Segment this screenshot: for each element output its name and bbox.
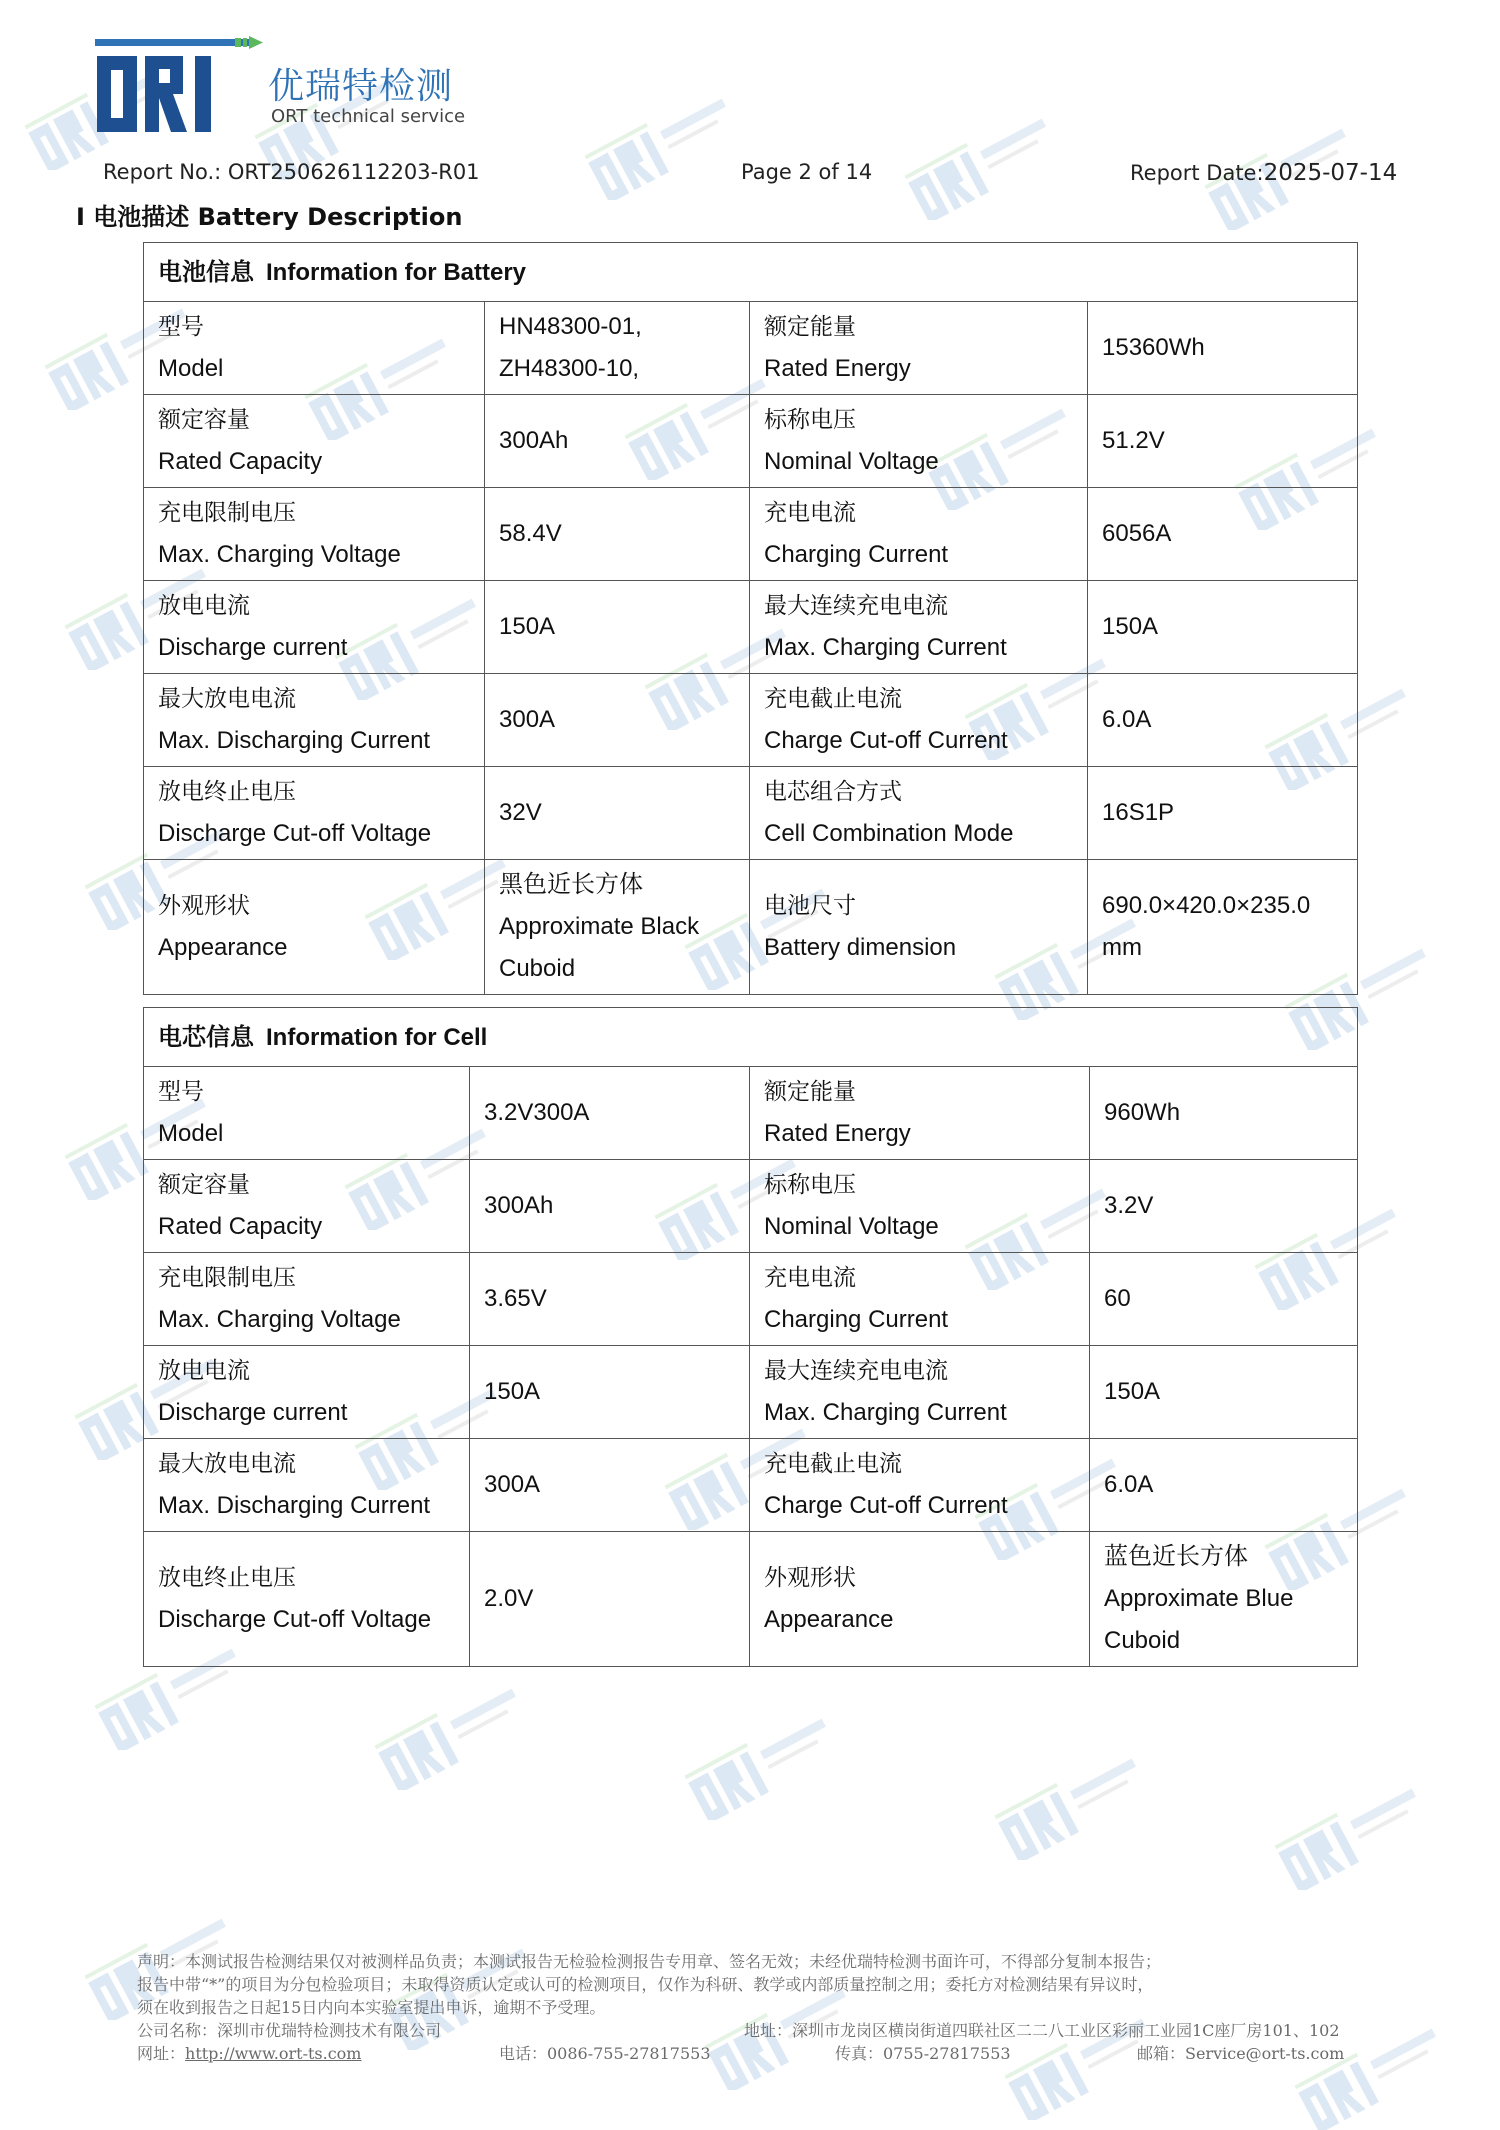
spec-label-en: Max. Charging Current bbox=[764, 634, 1007, 661]
spec-label-en: Appearance bbox=[158, 934, 288, 961]
spec-value-cell: 6056A bbox=[1088, 488, 1358, 581]
spec-label-cn: 最大连续充电电流 bbox=[764, 1358, 948, 1384]
report-date-value: 2025-07-14 bbox=[1263, 160, 1398, 186]
footer-address: 地址：深圳市龙岗区横岗街道四联社区二二八工业区彩丽工业园1C座厂房101、102 bbox=[744, 2021, 1340, 2040]
spec-label-cell bbox=[144, 1253, 470, 1346]
footer-statement-2: 报告中带“*”的项目为分包检验项目；未取得资质认定或认可的检测项目，仅作为科研、教学或内部质量控制之用；委托方对检测结果有异议时， bbox=[137, 1975, 1154, 1994]
spec-label-cell bbox=[750, 1253, 1090, 1346]
spec-label-cn: 额定能量 bbox=[764, 314, 856, 340]
spec-label-en: Max. Discharging Current bbox=[158, 1492, 431, 1519]
footer-email: 邮箱：Service@ort-ts.com bbox=[1137, 2044, 1345, 2063]
spec-value-cell: 150A bbox=[470, 1346, 750, 1439]
spec-label-cell bbox=[750, 1160, 1090, 1253]
table-row bbox=[144, 395, 1358, 488]
spec-value-cell: 960Wh bbox=[1090, 1067, 1358, 1160]
spec-label-cell bbox=[750, 395, 1088, 488]
spec-label-cell bbox=[144, 767, 485, 860]
spec-label-en: Charging Current bbox=[764, 541, 949, 568]
spec-label-cell bbox=[144, 488, 485, 581]
spec-label-cell bbox=[144, 1532, 470, 1667]
spec-label-cn: 充电电流 bbox=[764, 500, 856, 526]
report-date-label: Report Date: bbox=[1130, 161, 1264, 185]
table-row bbox=[144, 1067, 1358, 1160]
footer-statement-1: 声明：本测试报告检测结果仅对被测样品负责；本测试报告无检验检测报告专用章、签名无效；未经优瑞特检测书面许可，不得部分复制本报告； bbox=[137, 1952, 1162, 1971]
spec-value-cell: 黑色近长方体 Approximate Black Cuboid bbox=[485, 860, 750, 995]
battery-table-caption: 电池信息 Information for Battery bbox=[144, 243, 1358, 302]
table-row bbox=[144, 1532, 1358, 1667]
spec-label-en: Max. Charging Current bbox=[764, 1399, 1007, 1426]
spec-label-cell bbox=[750, 860, 1088, 995]
spec-label-en: Max. Discharging Current bbox=[158, 727, 431, 754]
watermark-logo-icon bbox=[900, 110, 1090, 220]
table-caption-row bbox=[144, 1008, 1358, 1067]
spec-label-cn: 标称电压 bbox=[764, 407, 856, 433]
report-number: Report No.: ORT250626112203-R01 bbox=[103, 160, 480, 184]
spec-value-cell: 60 bbox=[1090, 1253, 1358, 1346]
footer-fax: 传真：0755-27817553 bbox=[835, 2044, 1011, 2063]
spec-label-en: Rated Energy bbox=[764, 1120, 911, 1147]
spec-value-cell: 51.2V bbox=[1088, 395, 1358, 488]
watermark-logo-icon bbox=[680, 1710, 870, 1820]
spec-label-en: Nominal Voltage bbox=[764, 1213, 939, 1240]
spec-label-cn: 最大放电电流 bbox=[158, 686, 296, 712]
spec-value-cell: 300Ah bbox=[470, 1160, 750, 1253]
spec-label-en: Max. Charging Voltage bbox=[158, 1306, 401, 1333]
spec-label-cell bbox=[750, 1346, 1090, 1439]
spec-label-en: Charge Cut-off Current bbox=[764, 1492, 1008, 1519]
spec-label-cn: 充电限制电压 bbox=[158, 500, 296, 526]
spec-value-cell: 3.2V bbox=[1090, 1160, 1358, 1253]
cell-table-caption: 电芯信息 Information for Cell bbox=[144, 1008, 1358, 1067]
spec-label-cell bbox=[144, 674, 485, 767]
spec-label-cn: 放电电流 bbox=[158, 1358, 250, 1384]
spec-value-cell: HN48300-01, ZH48300-10, bbox=[485, 302, 750, 395]
spec-label-cell bbox=[144, 395, 485, 488]
spec-value-cell: 300Ah bbox=[485, 395, 750, 488]
spec-label-cell bbox=[144, 302, 485, 395]
table-row bbox=[144, 1439, 1358, 1532]
footer-phone: 电话：0086-755-27817553 bbox=[499, 2044, 711, 2063]
spec-label-cn: 最大放电电流 bbox=[158, 1451, 296, 1477]
watermark-logo-icon bbox=[370, 1680, 560, 1790]
spec-label-en: Discharge current bbox=[158, 1399, 348, 1426]
logo-english-name: ORT technical service bbox=[271, 106, 466, 127]
spec-value-cell: 16S1P bbox=[1088, 767, 1358, 860]
spec-label-en: Appearance bbox=[764, 1606, 894, 1633]
table-row bbox=[144, 488, 1358, 581]
report-footer bbox=[137, 1950, 1377, 2065]
spec-value-cell: 32V bbox=[485, 767, 750, 860]
spec-label-en: Charging Current bbox=[764, 1306, 949, 1333]
spec-label-cn: 外观形状 bbox=[158, 893, 250, 919]
spec-value-cell: 300A bbox=[485, 674, 750, 767]
spec-label-cell bbox=[144, 860, 485, 995]
spec-value-cell: 150A bbox=[1088, 581, 1358, 674]
spec-label-cell bbox=[750, 1439, 1090, 1532]
ori-logo-icon bbox=[95, 36, 275, 136]
cell-info-table bbox=[143, 1007, 1358, 1667]
spec-label-cn: 放电电流 bbox=[158, 593, 250, 619]
footer-contact-row bbox=[137, 2042, 1377, 2065]
spec-value-cell: 150A bbox=[1090, 1346, 1358, 1439]
spec-label-cell bbox=[750, 581, 1088, 674]
spec-label-cn: 放电终止电压 bbox=[158, 779, 296, 805]
spec-label-cell bbox=[144, 1067, 470, 1160]
spec-value-cell: 6.0A bbox=[1090, 1439, 1358, 1532]
spec-label-en: Rated Capacity bbox=[158, 448, 323, 475]
spec-label-cell bbox=[750, 1067, 1090, 1160]
spec-label-cn: 电池尺寸 bbox=[764, 893, 856, 919]
spec-label-cn: 充电限制电压 bbox=[158, 1265, 296, 1291]
spec-label-cell bbox=[750, 1532, 1090, 1667]
spec-label-en: Discharge Cut-off Voltage bbox=[158, 820, 432, 847]
spec-label-en: Charge Cut-off Current bbox=[764, 727, 1008, 754]
table-row bbox=[144, 581, 1358, 674]
spec-label-en: Battery dimension bbox=[764, 934, 957, 961]
page-number: Page 2 of 14 bbox=[741, 160, 873, 184]
spec-label-cn: 额定容量 bbox=[158, 1172, 250, 1198]
spec-label-cell bbox=[144, 1160, 470, 1253]
spec-value-cell: 蓝色近长方体 Approximate Blue Cuboid bbox=[1090, 1532, 1358, 1667]
spec-label-cell bbox=[750, 488, 1088, 581]
spec-label-en: Cell Combination Mode bbox=[764, 820, 1014, 847]
spec-label-cell bbox=[750, 767, 1088, 860]
spec-label-cn: 充电截止电流 bbox=[764, 686, 902, 712]
spec-label-cn: 额定能量 bbox=[764, 1079, 856, 1105]
spec-label-cell bbox=[750, 674, 1088, 767]
spec-label-en: Max. Charging Voltage bbox=[158, 541, 401, 568]
section-title: I 电池描述 Battery Description bbox=[76, 203, 463, 231]
spec-value-cell: 58.4V bbox=[485, 488, 750, 581]
watermark-logo-icon bbox=[990, 1750, 1180, 1860]
table-row bbox=[144, 1253, 1358, 1346]
spec-label-cn: 电芯组合方式 bbox=[764, 779, 902, 805]
spec-label-cell bbox=[144, 1439, 470, 1532]
spec-value-cell: 15360Wh bbox=[1088, 302, 1358, 395]
website-link[interactable]: http://www.ort-ts.com bbox=[185, 2044, 362, 2063]
table-row bbox=[144, 1346, 1358, 1439]
battery-info-table bbox=[143, 242, 1358, 995]
footer-company-row bbox=[137, 2019, 1377, 2042]
spec-label-cn: 型号 bbox=[158, 314, 204, 340]
spec-label-cn: 放电终止电压 bbox=[158, 1565, 296, 1591]
spec-label-en: Rated Energy bbox=[764, 355, 911, 382]
report-date bbox=[1130, 160, 1397, 186]
watermark-logo-icon bbox=[1270, 1780, 1460, 1890]
spec-label-cell bbox=[144, 581, 485, 674]
footer-company: 公司名称：深圳市优瑞特检测技术有限公司 bbox=[137, 2021, 442, 2040]
spec-value-cell: 300A bbox=[470, 1439, 750, 1532]
spec-label-cell bbox=[750, 302, 1088, 395]
footer-statement-3: 须在收到报告之日起15日内向本实验室提出申诉，逾期不予受理。 bbox=[137, 1998, 606, 2017]
table-caption-row bbox=[144, 243, 1358, 302]
table-row bbox=[144, 674, 1358, 767]
table-row bbox=[144, 1160, 1358, 1253]
spec-label-cn: 型号 bbox=[158, 1079, 204, 1105]
footer-website: 网址：http://www.ort-ts.com bbox=[137, 2044, 362, 2063]
spec-label-en: Model bbox=[158, 1120, 224, 1147]
spec-label-en: Rated Capacity bbox=[158, 1213, 323, 1240]
spec-label-en: Model bbox=[158, 355, 224, 382]
table-row bbox=[144, 767, 1358, 860]
spec-value-cell: 3.65V bbox=[470, 1253, 750, 1346]
spec-label-cn: 充电电流 bbox=[764, 1265, 856, 1291]
spec-value-cell: 6.0A bbox=[1088, 674, 1358, 767]
table-row bbox=[144, 860, 1358, 995]
spec-label-en: Discharge current bbox=[158, 634, 348, 661]
spec-value-cell: 150A bbox=[485, 581, 750, 674]
spec-label-cn: 额定容量 bbox=[158, 407, 250, 433]
logo-chinese-name: 优瑞特检测 bbox=[268, 66, 454, 107]
spec-label-cn: 外观形状 bbox=[764, 1565, 856, 1591]
spec-value-cell: 3.2V300A bbox=[470, 1067, 750, 1160]
spec-value-cell: 690.0×420.0×235.0 mm bbox=[1088, 860, 1358, 995]
spec-label-en: Nominal Voltage bbox=[764, 448, 939, 475]
table-row bbox=[144, 302, 1358, 395]
spec-label-cn: 标称电压 bbox=[764, 1172, 856, 1198]
spec-label-cn: 充电截止电流 bbox=[764, 1451, 902, 1477]
spec-label-cell bbox=[144, 1346, 470, 1439]
spec-label-en: Discharge Cut-off Voltage bbox=[158, 1606, 432, 1633]
spec-value-cell: 2.0V bbox=[470, 1532, 750, 1667]
spec-label-cn: 最大连续充电电流 bbox=[764, 593, 948, 619]
